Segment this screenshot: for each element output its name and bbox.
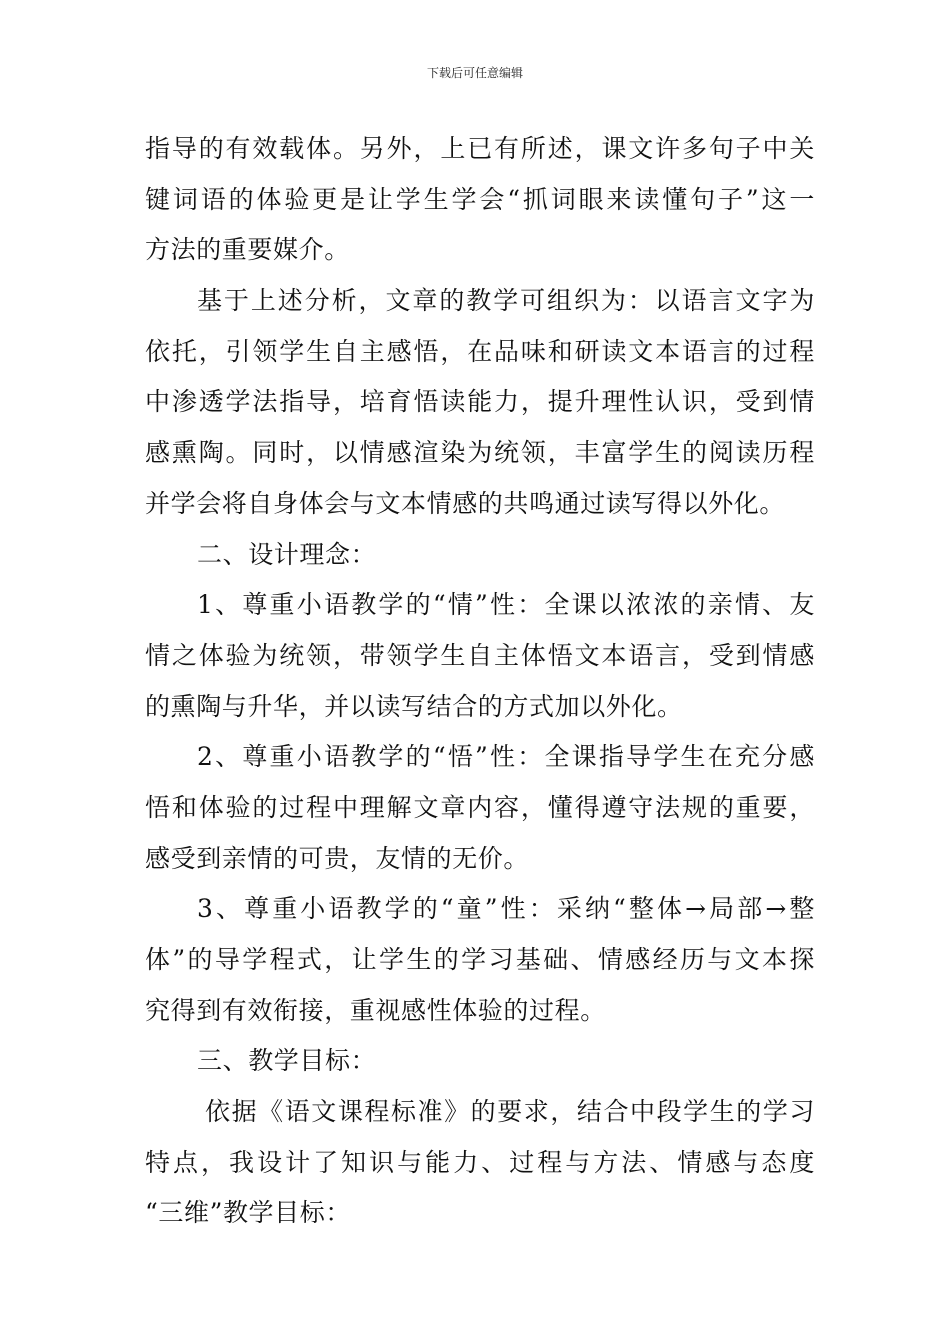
text-line: 特点，我设计了知识与能力、过程与方法、情感与态度 [145, 1147, 815, 1177]
section-heading-teaching-goals: 三、教学目标： [197, 1046, 377, 1076]
text-line: 方法的重要媒介。 [145, 235, 350, 265]
text-line: 感受到亲情的可贵，友情的无价。 [145, 843, 530, 873]
text-line: 指导的有效载体。另外，上已有所述，课文许多句子中关 [145, 134, 815, 163]
paragraph-first-line: 2、尊重小语教学的“悟”性：全课指导学生在充分感 [197, 742, 815, 772]
text-line: 悟和体验的过程中理解文章内容，懂得遵守法规的重要， [145, 792, 815, 822]
page-header: 下载后可任意编辑 [426, 66, 523, 80]
text-line: 的熏陶与升华，并以读写结合的方式加以外化。 [145, 691, 683, 721]
document-body [145, 124, 815, 1239]
text-line: 并学会将自身体会与文本情感的共鸣通过读写得以外化。 [145, 488, 786, 518]
text-line: 依托，引领学生自主感悟，在品味和研读文本语言的过程 [145, 336, 815, 366]
paragraph-first-line: 1、尊重小语教学的“情”性：全课以浓浓的亲情、友 [197, 590, 815, 620]
text-line: 情之体验为统领，带领学生自主体悟文本语言，受到情感 [145, 640, 815, 670]
text-line: “三维”教学目标： [145, 1198, 351, 1228]
text-line: 中渗透学法指导，培育悟读能力，提升理性认识，受到情 [145, 387, 815, 417]
section-heading-design-concept: 二、设计理念： [197, 539, 377, 569]
text-line: 究得到有效衔接，重视感性体验的过程。 [145, 995, 606, 1025]
paragraph-first-line: 基于上述分析，文章的教学可组织为：以语言文字为 [197, 286, 815, 316]
paragraph-first-line: 依据《语文课程标准》的要求，结合中段学生的学习 [205, 1097, 815, 1127]
text-line: 体”的导学程式，让学生的学习基础、情感经历与文本探 [145, 945, 815, 974]
paragraph-first-line: 3、尊重小语教学的“童”性：采纳“整体→局部→整 [197, 894, 815, 924]
text-line: 感熏陶。同时，以情感渲染为统领，丰富学生的阅读历程 [145, 438, 815, 468]
text-line: 键词语的体验更是让学生学会“抓词眼来读懂句子”这一 [145, 184, 815, 214]
